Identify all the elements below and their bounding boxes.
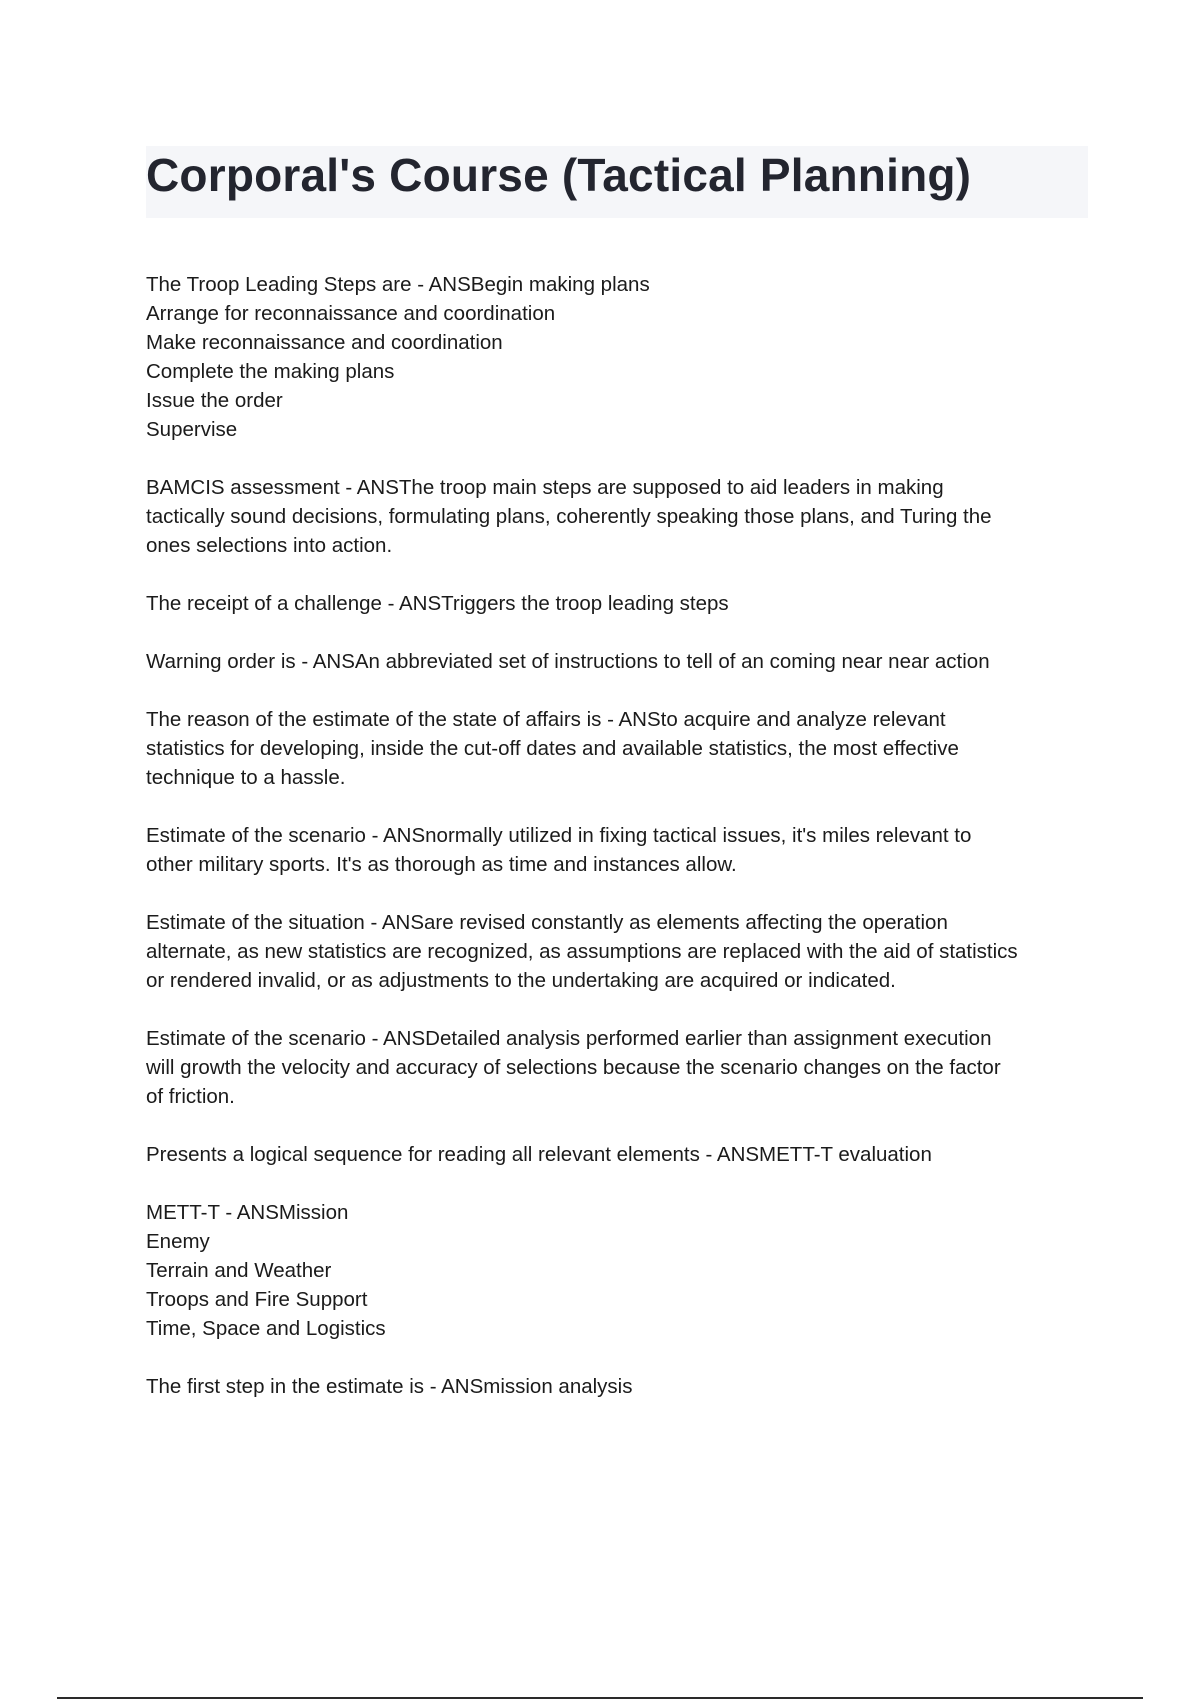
entry-line: or rendered invalid, or as adjustments to the undertaking are acquired or indicated. (146, 969, 896, 992)
flashcard-entry (146, 908, 1096, 995)
entry-line: Issue the order (146, 389, 283, 412)
flashcard-entry (146, 589, 1096, 618)
entry-line: will growth the velocity and accuracy of selections because the scenario changes on the factor (146, 1056, 1001, 1079)
footer-divider (57, 1697, 1143, 1699)
entry-line: Terrain and Weather (146, 1259, 332, 1282)
entry-line: The Troop Leading Steps are - ANSBegin making plans (146, 273, 650, 296)
flashcard-entry (146, 821, 1096, 879)
entry-line: Estimate of the scenario - ANSnormally utilized in fixing tactical issues, it's miles relevant to (146, 824, 972, 847)
entry-line: other military sports. It's as thorough as time and instances allow. (146, 853, 737, 876)
entry-line: BAMCIS assessment - ANSThe troop main steps are supposed to aid leaders in making (146, 476, 944, 499)
flashcard-entry (146, 647, 1096, 676)
entry-line: Estimate of the situation - ANSare revised constantly as elements affecting the operation (146, 911, 948, 934)
flashcard-entry (146, 1024, 1096, 1111)
entry-line: alternate, as new statistics are recognized, as assumptions are replaced with the aid of statistics (146, 940, 1018, 963)
entry-line: The reason of the estimate of the state of affairs is - ANSto acquire and analyze relevant (146, 708, 946, 731)
entry-line: ones selections into action. (146, 534, 393, 557)
entry-line: Complete the making plans (146, 360, 395, 383)
entry-line: Supervise (146, 418, 238, 441)
flashcard-entry (146, 705, 1096, 792)
flashcard-entry (146, 270, 1096, 444)
page-title: Corporal's Course (Tactical Planning) (146, 149, 972, 201)
entry-line: Estimate of the scenario - ANSDetailed analysis performed earlier than assignment execution (146, 1027, 992, 1050)
entry-line: Arrange for reconnaissance and coordination (146, 302, 556, 325)
entry-line: Enemy (146, 1230, 210, 1253)
flashcard-entry (146, 1140, 1096, 1169)
entry-line: Troops and Fire Support (146, 1288, 368, 1311)
flashcard-entry (146, 1372, 1096, 1401)
title-band (146, 146, 1088, 218)
entry-line: Presents a logical sequence for reading all relevant elements - ANSMETT-T evaluation (146, 1143, 932, 1166)
entry-line: The receipt of a challenge - ANSTriggers the troop leading steps (146, 592, 729, 615)
entry-line: Time, Space and Logistics (146, 1317, 386, 1340)
entry-line: METT-T - ANSMission (146, 1201, 349, 1224)
entry-line: The first step in the estimate is - ANSmission analysis (146, 1375, 633, 1398)
entry-line: statistics for developing, inside the cut-off dates and available statistics, the most effective (146, 737, 959, 760)
entry-line: Warning order is - ANSAn abbreviated set of instructions to tell of an coming near near action (146, 650, 990, 673)
flashcard-list (146, 270, 1096, 1430)
entry-line: technique to a hassle. (146, 766, 346, 789)
entry-line: of friction. (146, 1085, 235, 1108)
flashcard-entry (146, 473, 1096, 560)
flashcard-entry (146, 1198, 1096, 1343)
entry-line: tactically sound decisions, formulating plans, coherently speaking those plans, and Turing the (146, 505, 992, 528)
entry-line: Make reconnaissance and coordination (146, 331, 503, 354)
